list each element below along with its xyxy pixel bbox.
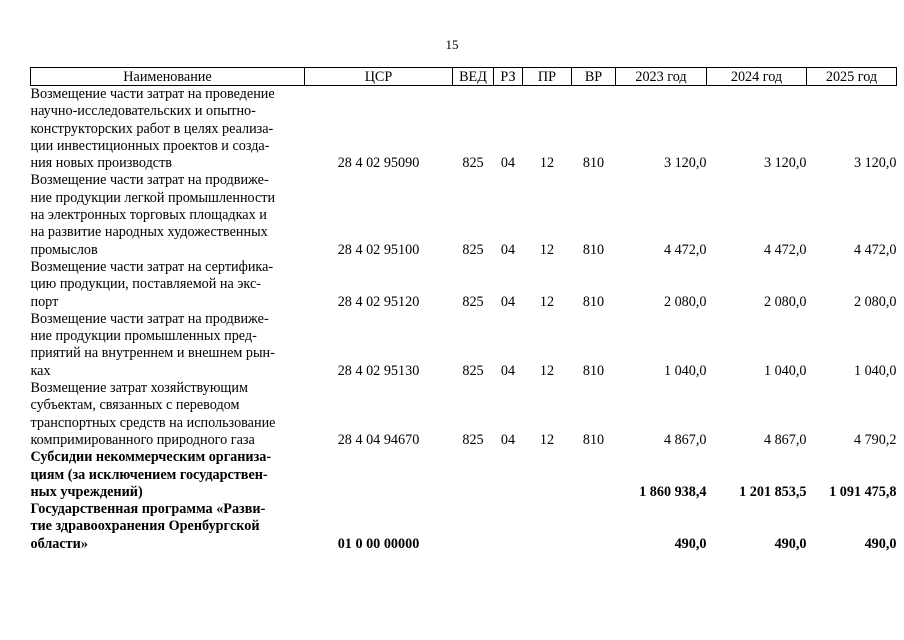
row-pr-cell: 12 [539, 293, 555, 310]
row-pr-cell: 12 [539, 431, 555, 448]
row-name-line: области» [30, 535, 88, 552]
page-number: 15 [445, 37, 459, 52]
row-csr-cell: 28 4 02 95120 [337, 293, 420, 310]
row-ved-cell: 825 [462, 293, 484, 310]
row-name-line: научно-исследовательских и опытно- [30, 103, 256, 120]
row-name-line: циям (за исключением государствен- [30, 466, 268, 483]
row-pr-cell [523, 449, 572, 501]
row-name-line: ках [30, 362, 51, 379]
row-ved-cell: 825 [462, 155, 484, 172]
row-name-line: субъектам, связанных с переводом [30, 397, 240, 414]
row-pr-cell: 12 [539, 241, 555, 258]
row-y2025-cell: 4 790,2 [853, 431, 897, 448]
row-ved-cell: 825 [462, 431, 484, 448]
row-name-cell [31, 501, 305, 553]
row-name-cell [31, 380, 305, 449]
row-y2023-cell: 1 040,0 [663, 362, 707, 379]
row-name-line: транспортных средств на использование [30, 414, 276, 431]
row-csr-cell: 01 0 00 00000 [337, 535, 420, 552]
row-name-line: Возмещение затрат хозяйствующим [30, 380, 248, 397]
row-name-line: на развитие народных художественных [30, 224, 268, 241]
row-name-line: Возмещение части затрат на сертифика- [30, 258, 274, 275]
row-y2024-cell: 3 120,0 [763, 155, 807, 172]
row-name-cell [31, 172, 305, 258]
row-name-line: цию продукции, поставляемой на экс- [30, 276, 261, 293]
row-rz-cell: 04 [500, 155, 516, 172]
table-header-row [31, 68, 897, 86]
table-row [31, 380, 897, 449]
row-y2025-cell: 2 080,0 [853, 293, 897, 310]
row-y2023-cell: 1 860 938,4 [639, 483, 707, 500]
row-name-line: ния новых производств [30, 155, 172, 172]
row-csr-cell: 28 4 02 95100 [337, 241, 420, 258]
row-ved-cell: 825 [462, 241, 484, 258]
row-vr-cell: 810 [582, 241, 605, 258]
row-ved-cell [453, 449, 494, 501]
row-name-line: компримированного природного газа [30, 431, 255, 448]
row-y2023-cell: 4 472,0 [663, 241, 707, 258]
row-rz-cell: 04 [500, 241, 516, 258]
row-pr-cell: 12 [539, 362, 555, 379]
row-name-line: Государственная программа «Разви- [30, 501, 266, 518]
row-rz-cell [494, 501, 523, 553]
row-rz-cell: 04 [500, 362, 516, 379]
header-rz: РЗ [494, 68, 523, 86]
table-row [31, 259, 897, 311]
header-2023: 2023 год [616, 68, 707, 86]
row-rz-cell: 04 [500, 431, 516, 448]
row-y2024-cell: 4 472,0 [763, 241, 807, 258]
row-name-line: Возмещение части затрат на проведение [30, 86, 275, 102]
row-csr-cell: 28 4 02 95090 [337, 155, 420, 172]
header-2024: 2024 год [707, 68, 807, 86]
header-vr: ВР [572, 68, 616, 86]
row-y2023-cell: 2 080,0 [663, 293, 707, 310]
row-name-line: порт [30, 293, 59, 310]
budget-table [30, 67, 897, 553]
row-name-line: ние продукции промышленных пред- [30, 328, 257, 345]
row-vr-cell: 810 [582, 431, 605, 448]
row-name-line: тие здравоохранения Оренбургской [30, 518, 260, 535]
header-csr: ЦСР [305, 68, 453, 86]
row-name-cell [31, 86, 305, 173]
row-name-line: промыслов [30, 241, 98, 258]
row-pr-cell [523, 501, 572, 553]
row-vr-cell [572, 501, 616, 553]
row-name-line: приятий на внутреннем и внешнем рын- [30, 345, 275, 362]
row-y2025-cell: 3 120,0 [853, 155, 897, 172]
row-ved-cell [453, 501, 494, 553]
row-csr-cell [305, 449, 453, 501]
row-rz-cell: 04 [500, 293, 516, 310]
row-y2024-cell: 4 867,0 [763, 431, 807, 448]
table-row [31, 501, 897, 553]
row-name-line: Субсидии некоммерческим организа- [30, 449, 272, 466]
row-pr-cell: 12 [539, 155, 555, 172]
row-y2023-cell: 4 867,0 [663, 431, 707, 448]
row-name-line: Возмещение части затрат на продвиже- [30, 172, 269, 189]
header-pr: ПР [523, 68, 572, 86]
row-name-line: ных учреждений) [30, 483, 143, 500]
row-vr-cell: 810 [582, 293, 605, 310]
row-y2025-cell: 490,0 [864, 535, 897, 552]
table-row [31, 311, 897, 380]
row-y2025-cell: 4 472,0 [853, 241, 897, 258]
row-rz-cell [494, 449, 523, 501]
table-body [31, 86, 897, 554]
row-y2024-cell: 2 080,0 [763, 293, 807, 310]
row-name-line: на электронных торговых площадках и [30, 207, 267, 224]
row-name-cell [31, 311, 305, 380]
row-name-line: Возмещение части затрат на продвиже- [30, 310, 269, 327]
row-vr-cell: 810 [582, 362, 605, 379]
header-name: Наименование [31, 68, 305, 86]
header-ved: ВЕД [453, 68, 494, 86]
row-y2024-cell: 1 201 853,5 [739, 483, 807, 500]
row-y2024-cell: 1 040,0 [763, 362, 807, 379]
row-csr-cell: 28 4 04 94670 [337, 431, 420, 448]
row-name-cell [31, 259, 305, 311]
row-vr-cell: 810 [582, 155, 605, 172]
header-2025: 2025 год [807, 68, 897, 86]
row-y2023-cell: 3 120,0 [663, 155, 707, 172]
row-name-line: конструкторских работ в целях реализа- [30, 120, 274, 137]
row-ved-cell: 825 [462, 362, 484, 379]
table-row [31, 172, 897, 258]
row-name-cell [31, 449, 305, 501]
row-y2025-cell: 1 091 475,8 [829, 483, 897, 500]
row-y2025-cell: 1 040,0 [853, 362, 897, 379]
row-name-line: ние продукции легкой промышленности [30, 189, 276, 206]
row-vr-cell [572, 449, 616, 501]
row-y2024-cell: 490,0 [774, 535, 807, 552]
table-row [31, 449, 897, 501]
row-y2023-cell: 490,0 [674, 535, 707, 552]
table-row [31, 86, 897, 173]
row-name-line: ции инвестиционных проектов и созда- [30, 137, 270, 154]
row-csr-cell: 28 4 02 95130 [337, 362, 420, 379]
